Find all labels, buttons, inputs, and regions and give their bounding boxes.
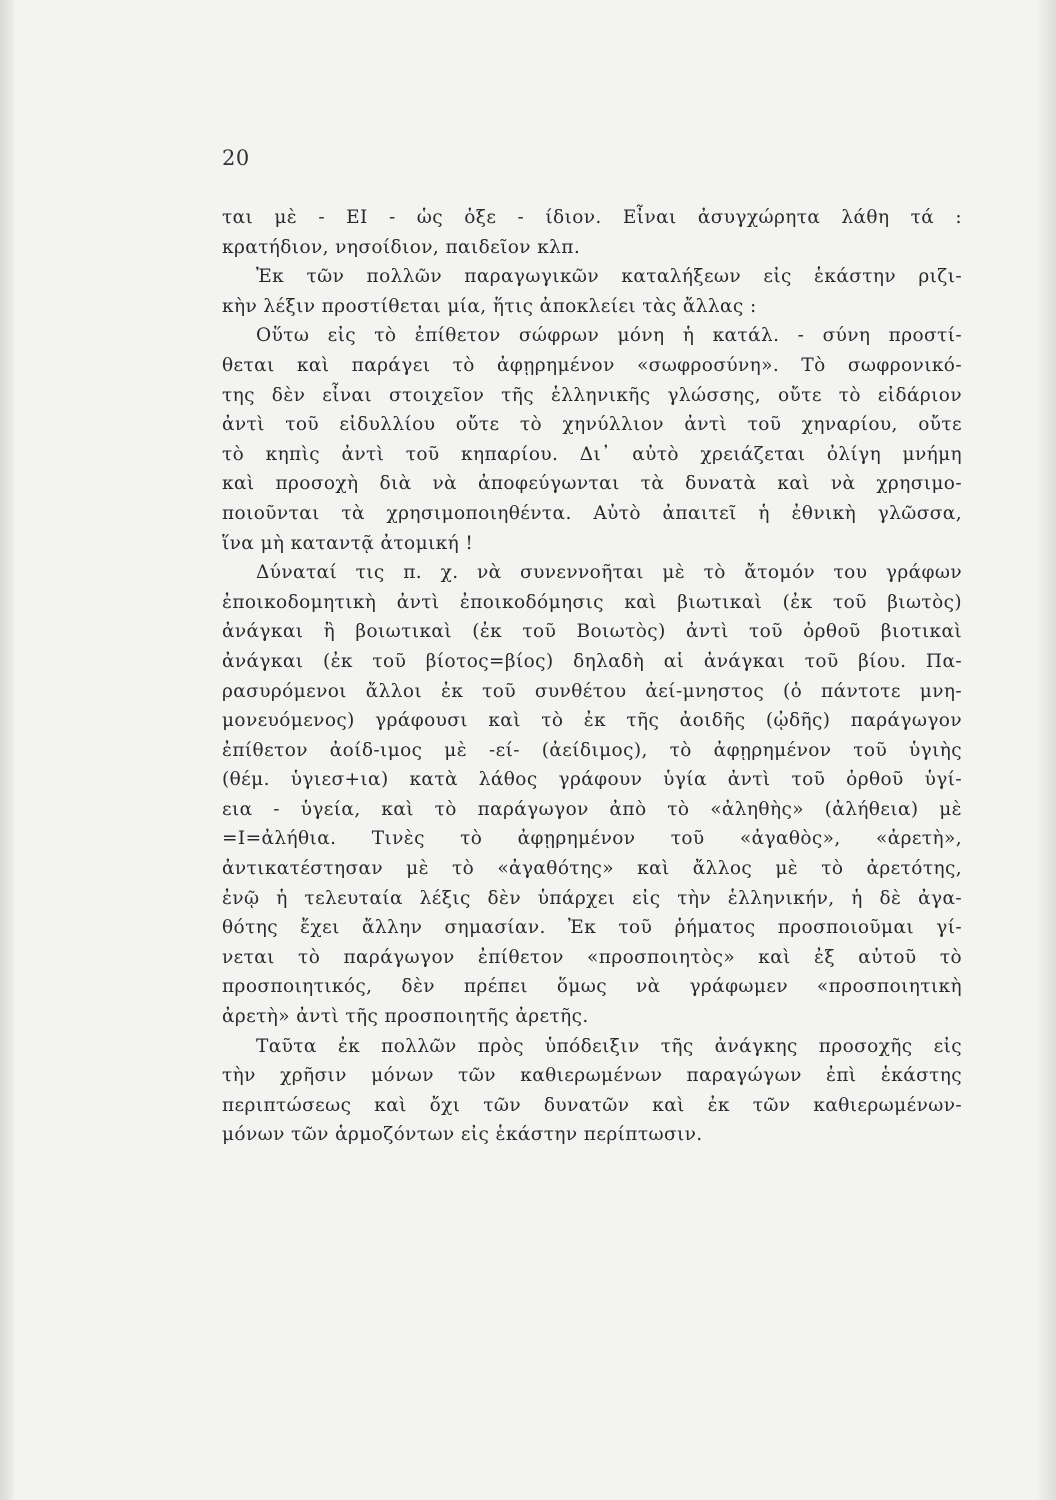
- text-line: μόνων τῶν ἁρμοζόντων εἰς ἑκάστην περίπτωσιν.: [222, 1124, 703, 1146]
- text-line: νεται τὸ παράγωγον ἐπίθετον «προσποιητὸς» καὶ ἐξ αὐτοῦ τὸ: [222, 946, 962, 968]
- text-line: Ἐκ τῶν πολλῶν παραγωγικῶν καταλήξεων εἰς ἑκάστην ριζι-: [256, 266, 962, 288]
- text-line: τὴν χρῆσιν μόνων τῶν καθιερωμένων παραγώγων ἐπὶ ἑκάστης: [222, 1065, 962, 1087]
- text-line: Δύναταί τις π. χ. νὰ συνεννοῆται μὲ τὸ ἄτομόν του γράφων: [256, 562, 962, 584]
- text-line: ἵνα μὴ καταντᾷ ἀτομική !: [222, 532, 474, 554]
- page-number: 20: [222, 146, 250, 170]
- text-line: ἀρετὴ» ἀντὶ τῆς προσποιητῆς ἀρετῆς.: [222, 1006, 589, 1028]
- text-line: ἐπίθετον ἀοίδ-ιμος μὲ -εί- (ἀείδιμος), τὸ ἀφῃρημένον τοῦ ὑγιὴς: [222, 739, 962, 761]
- page-left-edge: [0, 0, 14, 1500]
- text-line: ἀνάγκαι ἢ βοιωτικαὶ (ἐκ τοῦ Βοιωτὸς) ἀντὶ τοῦ ὀρθοῦ βιοτικαὶ: [222, 621, 962, 643]
- text-line: ται μὲ - ΕΙ - ὡς ὀξε - ίδιον. Εἶναι ἀσυγχώρητα λάθη τά :: [222, 207, 962, 228]
- text-line: της δὲν εἶναι στοιχεῖον τῆς ἑλληνικῆς γλώσσης, οὔτε τὸ εἰδάριον: [222, 384, 962, 406]
- body-text: [222, 203, 962, 1150]
- text-line: ἀνάγκαι (ἐκ τοῦ βίοτος=βίος) δηλαδὴ αἱ ἀνάγκαι τοῦ βίου. Πα-: [222, 650, 962, 672]
- text-line: μονευόμενος) γράφουσι καὶ τὸ ἐκ τῆς ἀοιδῆς (ᾠδῆς) παράγωγον: [222, 710, 962, 732]
- text-line: θότης ἔχει ἄλλην σημασίαν. Ἐκ τοῦ ῥήματος προσποιοῦμαι γί-: [222, 917, 962, 939]
- text-line: εια - ὑγεία, καὶ τὸ παράγωγον ἀπὸ τὸ «ἀληθὴς» (ἀλήθεια) μὲ: [222, 798, 962, 820]
- text-line: ἀντὶ τοῦ εἰδυλλίου οὔτε τὸ χηνύλλιον ἀντὶ τοῦ χηναρίου, οὔτε: [222, 414, 962, 436]
- text-line: περιπτώσεως καὶ ὄχι τῶν δυνατῶν καὶ ἐκ τῶν καθιερωμένων-: [222, 1094, 962, 1116]
- text-line: θεται καὶ παράγει τὸ ἀφῃρημένον «σωφροσύνη». Τὸ σωφρονικό-: [222, 354, 962, 376]
- text-line: τὸ κηπὶς ἀντὶ τοῦ κηπαρίου. Δι᾽ αὐτὸ χρειάζεται ὀλίγη μνήμη: [222, 443, 962, 465]
- text-line: προσποιητικός, δὲν πρέπει ὅμως νὰ γράφωμεν «προσποιητικὴ: [222, 976, 962, 998]
- text-line: =Ι=ἀλήθια. Τινὲς τὸ ἀφῃρημένον τοῦ «ἀγαθὸς», «ἀρετὴ»,: [222, 828, 962, 850]
- text-line: ἀντικατέστησαν μὲ τὸ «ἀγαθότης» καὶ ἄλλος μὲ τὸ ἀρετότης,: [222, 858, 962, 880]
- text-line: ποιοῦνται τὰ χρησιμοποιηθέντα. Αὐτὸ ἀπαιτεῖ ἡ ἐθνικὴ γλῶσσα,: [222, 502, 962, 524]
- text-line: (θέμ. ὑγιεσ+ια) κατὰ λάθος γράφουν ὑγία ἀντὶ τοῦ ὀρθοῦ ὑγί-: [222, 769, 962, 791]
- text-line: κὴν λέξιν προστίθεται μία, ἥτις ἀποκλείει τὰς ἄλλας :: [222, 295, 757, 317]
- text-line: ρασυρόμενοι ἄλλοι ἐκ τοῦ συνθέτου ἀεί-μνηστος (ὁ πάντοτε μνη-: [222, 680, 962, 702]
- text-line: ἐνῷ ἡ τελευταία λέξις δὲν ὑπάρχει εἰς τὴν ἑλληνικήν, ἡ δὲ ἀγα-: [222, 887, 962, 909]
- text-line: Οὕτω εἰς τὸ ἐπίθετον σώφρων μόνη ἡ κατάλ. - σύνη προστί-: [256, 325, 962, 347]
- page-right-edge: [1038, 0, 1056, 1500]
- text-line: Ταῦτα ἐκ πολλῶν πρὸς ὑπόδειξιν τῆς ἀνάγκης προσοχῆς εἰς: [256, 1035, 962, 1057]
- text-line: καὶ προσοχὴ διὰ νὰ ἀποφεύγωνται τὰ δυνατὰ καὶ νὰ χρησιμο-: [222, 473, 962, 495]
- text-line: ἐποικοδομητικὴ ἀντὶ ἐποικοδόμησις καὶ βιωτικαὶ (ἐκ τοῦ βιωτὸς): [222, 591, 962, 613]
- text-line: κρατήδιον, νησοίδιον, παιδεῖον κλπ.: [222, 236, 581, 258]
